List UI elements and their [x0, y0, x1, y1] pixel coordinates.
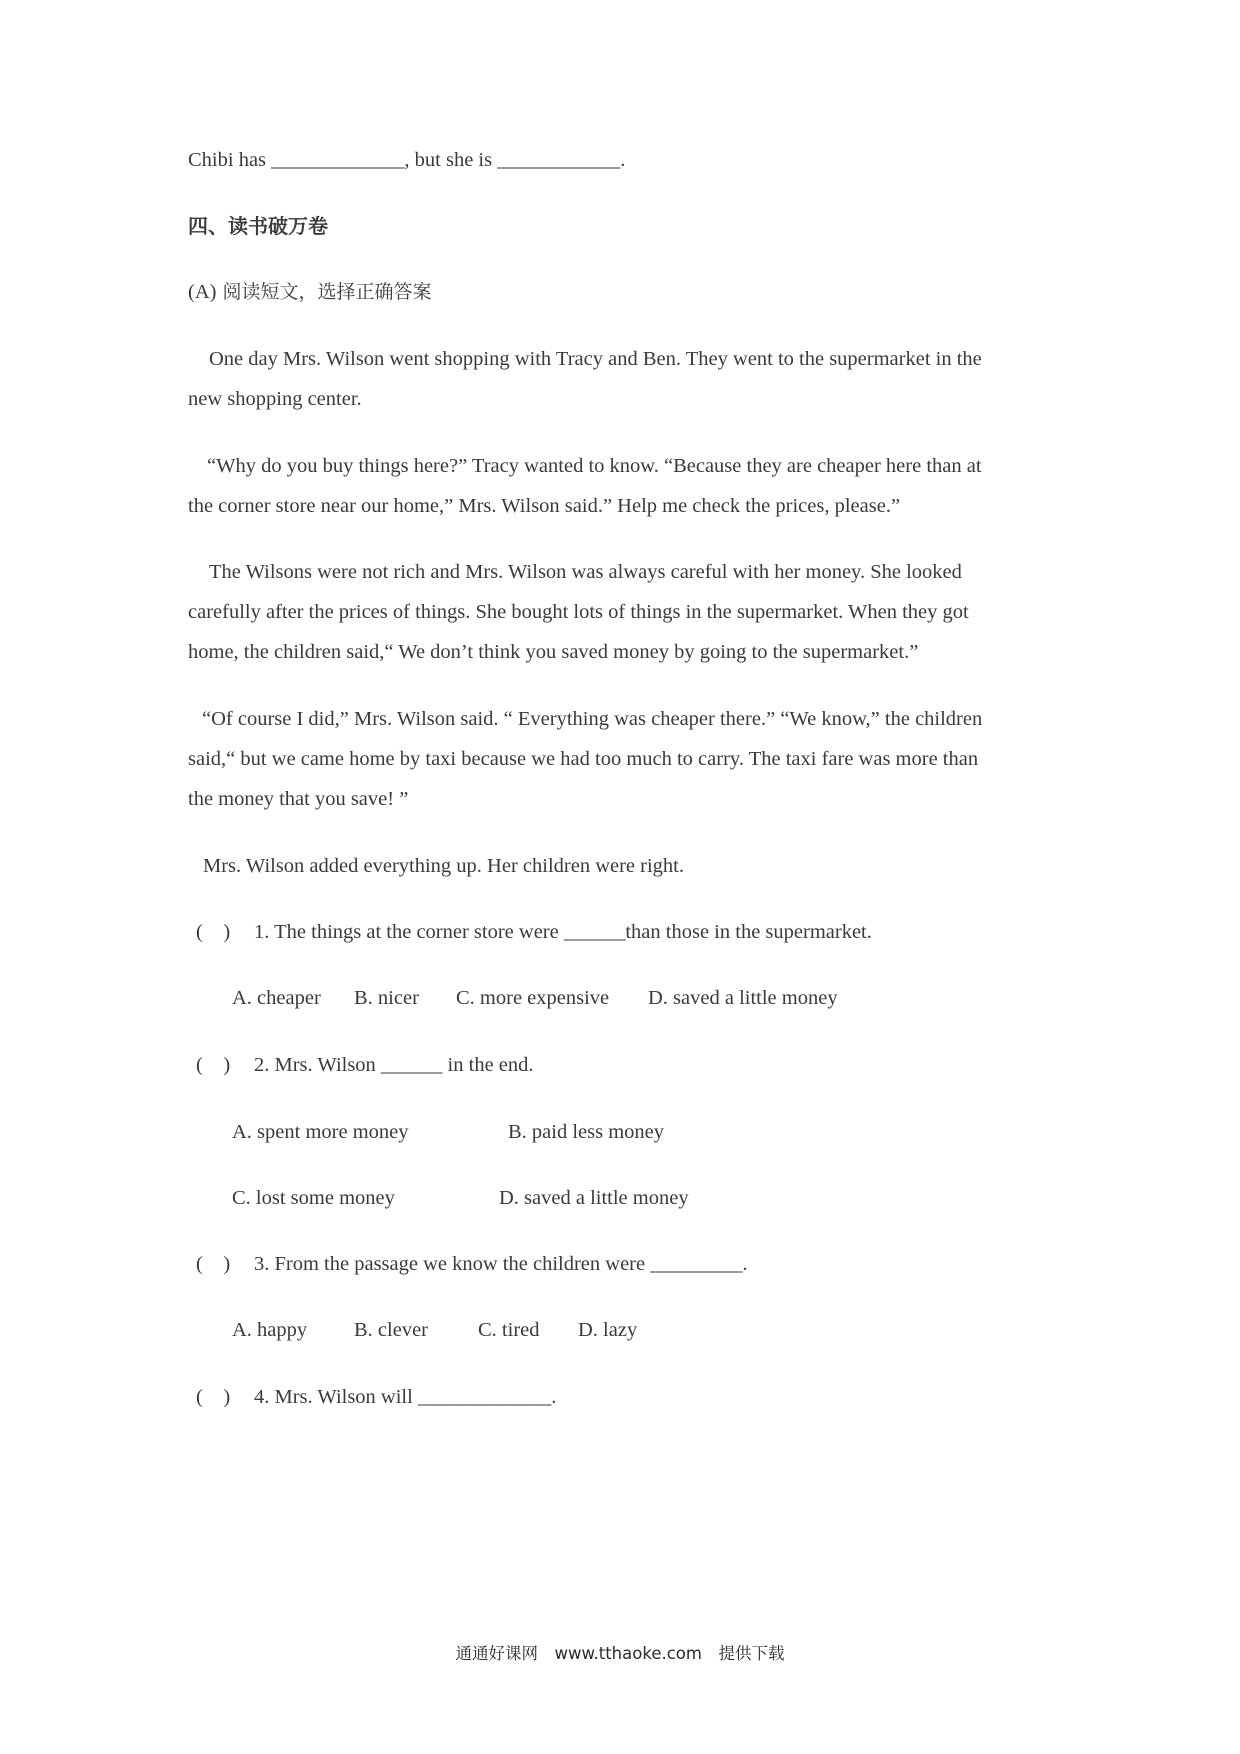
option-c[interactable]: C. more expensive	[456, 987, 610, 1009]
section-heading: 四、读书破万卷	[188, 214, 328, 238]
answer-bracket[interactable]: ( )	[196, 1386, 231, 1408]
option-b[interactable]: B. paid less money	[508, 1121, 665, 1143]
option-c[interactable]: C. lost some money	[232, 1187, 395, 1209]
part-a-instruction	[188, 282, 432, 303]
passage-line: The Wilsons were not rich and Mrs. Wilson was always careful with her money. She looked	[209, 561, 962, 583]
passage-line: “Of course I did,” Mrs. Wilson said. “ Everything was cheaper there.” “We know,” the children	[202, 708, 983, 730]
question-4	[196, 1387, 556, 1408]
question-3	[196, 1254, 748, 1275]
passage-line: “Why do you buy things here?” Tracy wanted to know. “Because they are cheaper here than at	[207, 455, 982, 477]
answer-bracket[interactable]: ( )	[196, 921, 231, 943]
option-a[interactable]: A. cheaper	[232, 987, 321, 1009]
question-text: 4. Mrs. Wilson will _____________.	[254, 1386, 557, 1408]
option-d[interactable]: D. lazy	[578, 1319, 638, 1341]
part-a-tag: (A)	[188, 281, 217, 303]
passage-line: One day Mrs. Wilson went shopping with Tracy and Ben. They went to the supermarket in the	[209, 348, 982, 370]
option-d[interactable]: D. saved a little money	[648, 987, 838, 1009]
fill-in-sentence: Chibi has _____________, but she is ____________.	[188, 149, 626, 171]
passage-line: the money that you save! ”	[188, 788, 409, 810]
part-a-instruction-text: 阅读短文，选择正确答案	[222, 281, 432, 303]
question-1	[196, 922, 872, 943]
option-a[interactable]: A. happy	[232, 1319, 308, 1341]
option-d[interactable]: D. saved a little money	[499, 1187, 689, 1209]
option-c[interactable]: C. tired	[478, 1319, 540, 1341]
passage-line: Mrs. Wilson added everything up. Her children were right.	[203, 855, 684, 877]
page-footer: 通通好课网 www.tthaoke.com 提供下载	[455, 1644, 785, 1663]
passage-line: home, the children said,“ We don’t think you saved money by going to the supermarket.”	[188, 641, 919, 663]
question-2-options-row2	[232, 1188, 689, 1209]
question-2-options-row1	[232, 1122, 664, 1143]
question-text: 3. From the passage we know the children were _________.	[254, 1253, 748, 1275]
answer-bracket[interactable]: ( )	[196, 1253, 231, 1275]
option-b[interactable]: B. nicer	[354, 987, 419, 1009]
option-a[interactable]: A. spent more money	[232, 1121, 409, 1143]
passage-line: carefully after the prices of things. She bought lots of things in the supermarket. When they got	[188, 601, 969, 623]
passage-line: new shopping center.	[188, 388, 362, 410]
question-2	[196, 1055, 534, 1076]
option-b[interactable]: B. clever	[354, 1319, 428, 1341]
question-text: 1. The things at the corner store were ______than those in the supermarket.	[254, 921, 872, 943]
question-text: 2. Mrs. Wilson ______ in the end.	[254, 1054, 534, 1076]
question-1-options	[232, 988, 838, 1009]
passage-line: the corner store near our home,” Mrs. Wilson said.” Help me check the prices, please.”	[188, 495, 901, 517]
answer-bracket[interactable]: ( )	[196, 1054, 231, 1076]
question-3-options	[232, 1320, 637, 1341]
passage-line: said,“ but we came home by taxi because we had too much to carry. The taxi fare was more than	[188, 748, 979, 770]
